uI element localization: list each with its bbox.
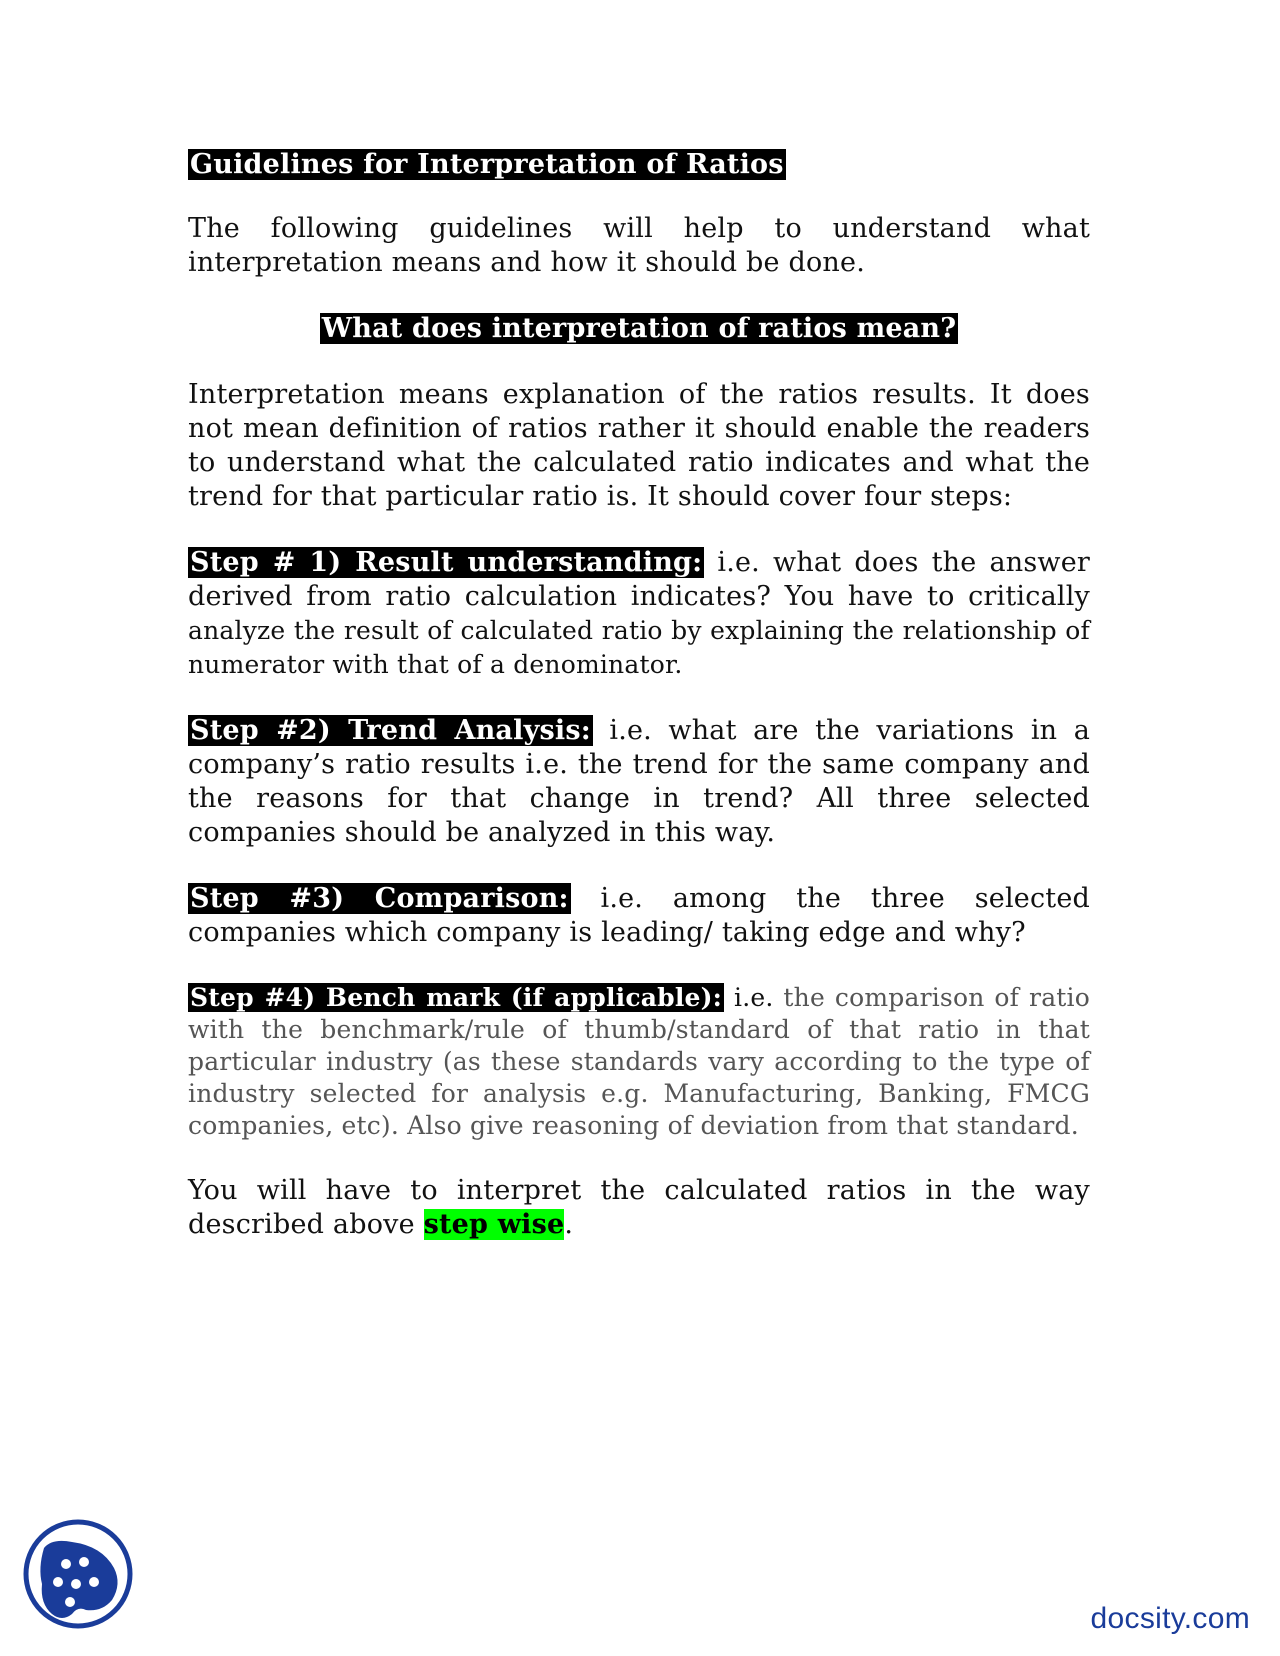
step-3-text: i.e. among the three selected companies which company is leading/ taking edge and why? (188, 883, 1090, 948)
step-2-text: i.e. what are the variations in a company’s ratio results i.e. the trend for the same company and the reasons for that change in trend? All three selected companies should be analyzed in this way. (188, 715, 1090, 848)
closing-highlight: step wise (423, 1209, 565, 1240)
step-2-label: Step #2) Trend Analysis: (190, 715, 591, 746)
closing-text: You will have to interpret the calculated ratios in the way described above (188, 1175, 1090, 1240)
step-2-paragraph (188, 714, 1090, 850)
step-1-label: Step # 1) Result understanding: (190, 547, 703, 578)
step-1-text-b: analyze the result of calculated ratio by explaining the relationship of numerator with that of a denominator. (188, 616, 1090, 679)
brand-link[interactable]: docsity.com (1090, 1602, 1250, 1635)
docsity-logo-icon[interactable] (22, 1518, 134, 1630)
step-4-text-a: i.e. (724, 983, 774, 1012)
step-4-text-b: the comparison of ratio with the benchmark/rule of thumb/standard of that ratio in that particular industry (as these standards vary according to the type of industry selected for analysis e.g. Manufacturing, Banking, FMCG companies, etc). Also give reasoning of deviation from that standard. (188, 983, 1090, 1140)
step-4-paragraph (188, 982, 1090, 1142)
step-3-label: Step #3) Comparison: (190, 883, 569, 914)
step-3-paragraph (188, 882, 1090, 950)
subheading-paragraph (188, 312, 1090, 346)
heading-paragraph (188, 148, 1090, 182)
definition-paragraph: Interpretation means explanation of the ratios results. It does not mean definition of ratios rather it should enable the readers to understand what the calculated ratio indicates and what the trend for that particular ratio is. It should cover four steps: (188, 379, 1090, 512)
closing-end: . (564, 1209, 574, 1240)
intro-paragraph: The following guidelines will help to understand what interpretation means and how it should be done. (188, 213, 1090, 278)
closing-paragraph (188, 1174, 1090, 1242)
page-heading: Guidelines for Interpretation of Ratios (190, 149, 784, 180)
subheading: What does interpretation of ratios mean? (321, 313, 957, 344)
step-1-paragraph (188, 546, 1090, 682)
step-4-label: Step #4) Bench mark (if applicable): (190, 983, 723, 1012)
step-1-text-a: i.e. what does the answer derived from ratio calculation indicates? You have to critically (188, 547, 1090, 612)
document-page (188, 148, 1090, 1242)
